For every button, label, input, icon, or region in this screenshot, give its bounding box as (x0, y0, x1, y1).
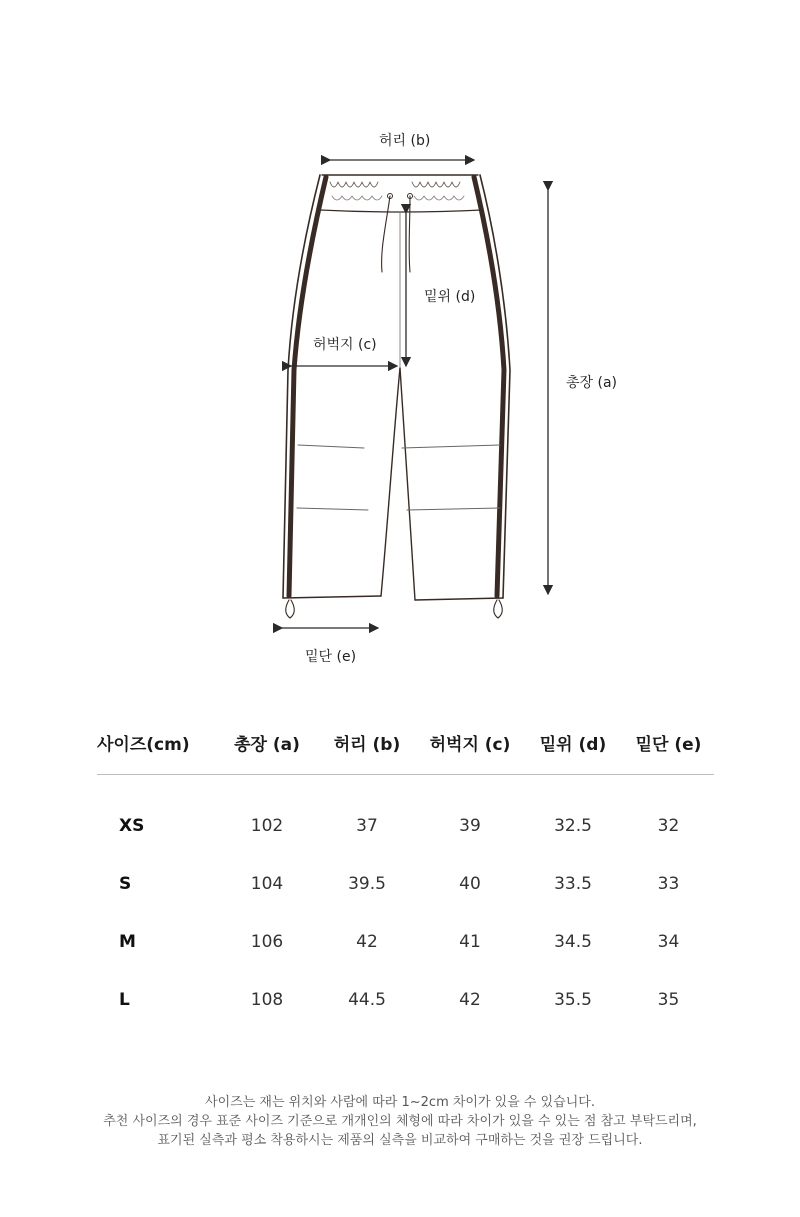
header-waist: 허리 (b) (317, 710, 417, 775)
length-cell: 102 (250, 816, 284, 836)
header-length: 총장 (a) (217, 710, 317, 775)
size-cell: L (119, 990, 130, 1010)
hem-label: 밑단 (e) (305, 649, 357, 665)
table-row (97, 913, 714, 971)
rise-cell: 34.5 (554, 932, 592, 952)
thigh-cell: 41 (459, 932, 481, 952)
waist-cell: 37 (356, 816, 378, 836)
header-size: 사이즈(cm) (97, 710, 217, 775)
waist-cell: 39.5 (348, 874, 386, 894)
thigh-cell: 42 (459, 990, 481, 1010)
header-hem: 밑단 (e) (623, 710, 714, 775)
hem-cell: 32 (657, 816, 680, 836)
note-line: 추천 사이즈의 경우 표준 사이즈 기준으로 개개인의 체형에 따라 차이가 있을 수 있는 점 참고 부탁드리며, (103, 1114, 697, 1129)
table-row (97, 971, 714, 1029)
length-cell: 108 (250, 990, 284, 1010)
hem-cell: 34 (657, 932, 680, 952)
hem-cell: 33 (657, 874, 680, 894)
table-row (97, 855, 714, 913)
length-cell: 106 (250, 932, 284, 952)
thigh-cell: 40 (459, 874, 481, 894)
waist-label: 허리 (b) (379, 133, 431, 149)
header-thigh: 허벅지 (c) (417, 710, 523, 775)
size-notes (0, 1093, 800, 1150)
length-cell: 104 (250, 874, 284, 894)
size-table (97, 710, 714, 1029)
note-line: 표기된 실측과 평소 착용하시는 제품의 실측을 비교하여 구매하는 것을 권장 드립니다. (157, 1133, 643, 1148)
rise-cell: 32.5 (554, 816, 592, 836)
length-label: 총장 (a) (566, 375, 618, 391)
waist-cell: 44.5 (348, 990, 386, 1010)
waist-cell: 42 (356, 932, 378, 952)
table-header-row (97, 710, 714, 775)
header-rise: 밑위 (d) (523, 710, 623, 775)
size-cell: M (119, 932, 136, 952)
table-row (97, 797, 714, 855)
size-cell: S (119, 874, 132, 894)
size-cell: XS (119, 816, 145, 836)
thigh-cell: 39 (459, 816, 481, 836)
note-line: 사이즈는 재는 위치와 사람에 따라 1~2cm 차이가 있을 수 있습니다. (205, 1095, 595, 1110)
rise-cell: 35.5 (554, 990, 592, 1010)
hem-cell: 35 (657, 990, 680, 1010)
thigh-label: 허벅지 (c) (313, 337, 377, 353)
rise-label: 밑위 (d) (424, 289, 476, 305)
rise-cell: 33.5 (554, 874, 592, 894)
